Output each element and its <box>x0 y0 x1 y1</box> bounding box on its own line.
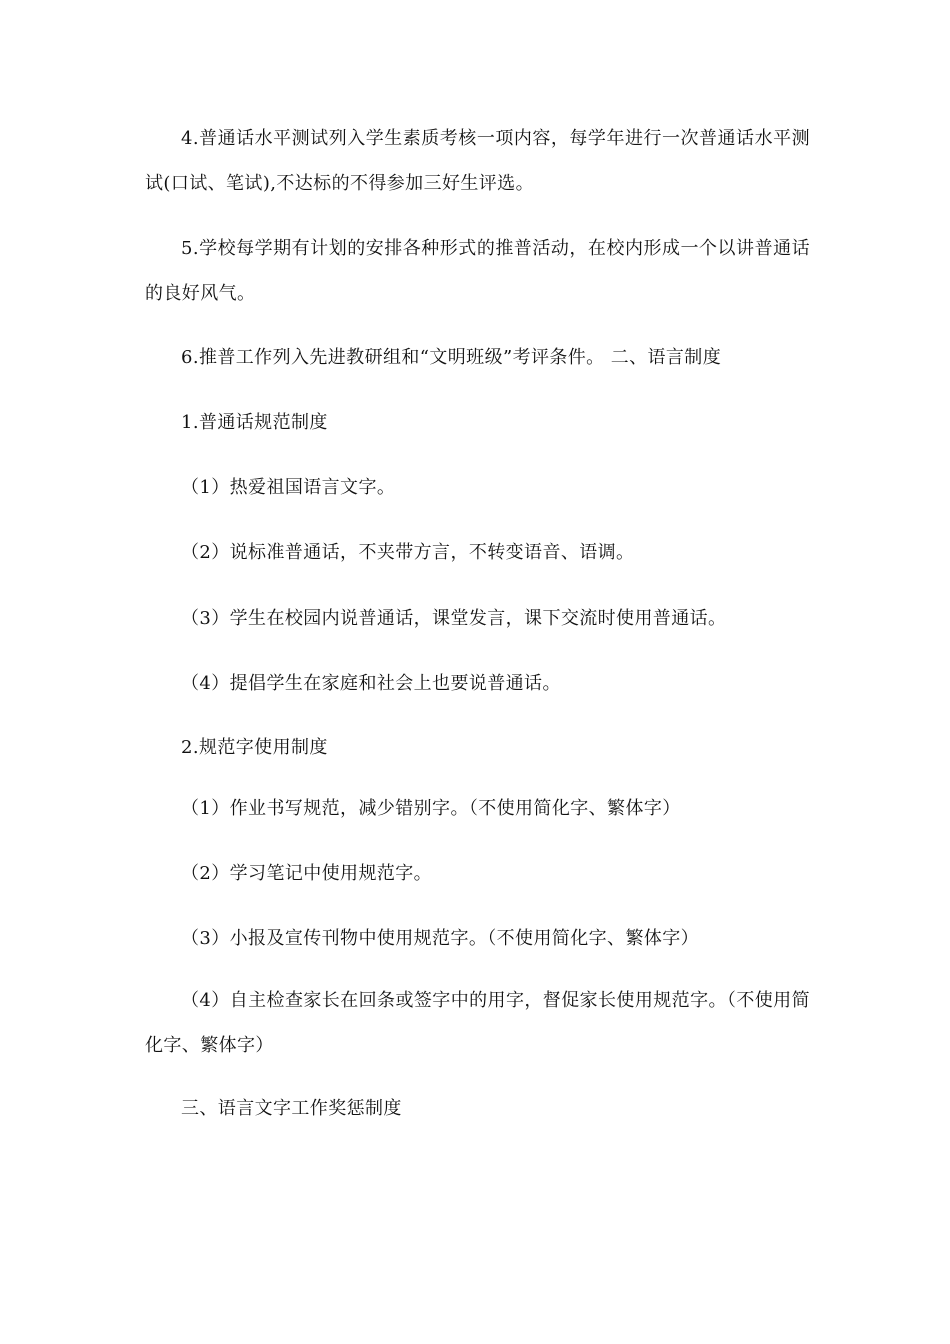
paragraph-evaluation-conditions: 6.推普工作列入先进教研组和“文明班级”考评条件。 二、语言制度 <box>181 347 722 368</box>
list-item-putonghua-2: （2）说标准普通话，不夹带方言，不转变语音、语调。 <box>181 542 635 563</box>
paragraph-putonghua-test: 4.普通话水平测试列入学生素质考核一项内容，每学年进行一次普通话水平测试(口试、笔试),不达标的不得参加三好生评选。 <box>145 128 810 194</box>
paragraph-promotion-activities: 5.学校每学期有计划的安排各种形式的推普活动，在校内形成一个以讲普通话的良好风气。 <box>145 238 810 304</box>
list-item-characters-4: （4）自主检查家长在回条或签字中的用字，督促家长使用规范字。（不使用简化字、繁体字） <box>145 990 810 1056</box>
list-item-characters-1: （1）作业书写规范，减少错别字。（不使用简化字、繁体字） <box>181 798 681 819</box>
heading-putonghua-standard: 1.普通话规范制度 <box>181 412 328 433</box>
heading-standard-characters: 2.规范字使用制度 <box>181 737 328 758</box>
list-item-putonghua-3: （3）学生在校园内说普通话，课堂发言，课下交流时使用普通话。 <box>181 608 727 629</box>
list-item-putonghua-4: （4）提倡学生在家庭和社会上也要说普通话。 <box>181 673 561 694</box>
heading-rewards-penalties: 三、语言文字工作奖惩制度 <box>181 1098 402 1119</box>
list-item-characters-3: （3）小报及宣传刊物中使用规范字。（不使用简化字、繁体字） <box>181 928 700 949</box>
list-item-putonghua-1: （1）热爱祖国语言文字。 <box>181 477 396 498</box>
list-item-characters-2: （2）学习笔记中使用规范字。 <box>181 863 433 884</box>
